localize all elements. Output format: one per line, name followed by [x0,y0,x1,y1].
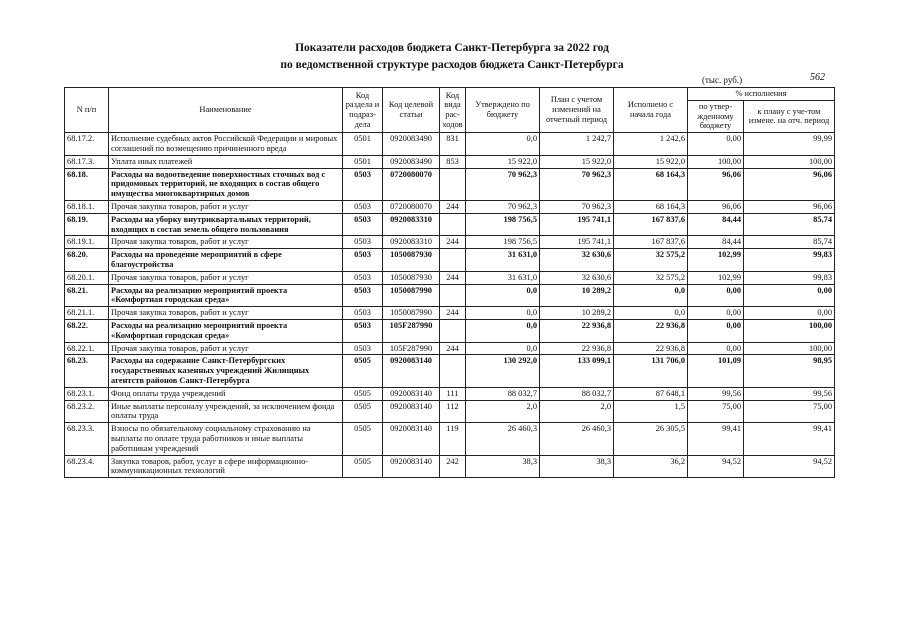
row-num: 68.17.3. [65,155,109,168]
row-num: 68.23.3. [65,423,109,455]
table-row [65,307,835,320]
row-executed: 22 936,8 [614,319,688,342]
row-target: 0920083140 [383,455,440,478]
row-razdel: 0505 [343,387,383,400]
row-approved: 198 756,5 [466,213,540,236]
row-approved: 0,0 [466,342,540,355]
row-num: 68.17.2. [65,133,109,156]
table-row [65,168,835,200]
table-row [65,355,835,387]
row-name: Иные выплаты персоналу учреждений, за исключением фонда оплаты труда [109,400,343,423]
row-executed: 0,0 [614,307,688,320]
header-num: N п/п [65,88,109,133]
document-title: Показатели расходов бюджета Санкт-Петербурга за 2022 год [295,42,609,54]
row-executed: 167 837,6 [614,213,688,236]
row-name: Расходы на уборку внутриквартальных территорий, входящих в состав земель общего пользования [109,213,343,236]
row-plan: 10 289,2 [540,284,614,307]
row-name: Прочая закупка товаров, работ и услуг [109,236,343,249]
row-vid: 242 [440,455,466,478]
row-num: 68.18. [65,168,109,200]
row-pct-plan: 0,00 [744,307,835,320]
row-num: 68.21.1. [65,307,109,320]
row-plan: 38,3 [540,455,614,478]
row-approved: 26 460,3 [466,423,540,455]
row-razdel: 0503 [343,213,383,236]
row-name: Расходы на водоотведение поверхностных сточных вод с придомовых территорий, не входящих в состав общего имущества многоквартирных домов [109,168,343,200]
row-target: 0920083140 [383,387,440,400]
row-pct-plan: 94,52 [744,455,835,478]
row-approved: 0,0 [466,307,540,320]
row-executed: 36,2 [614,455,688,478]
row-name: Закупка товаров, работ, услуг в сфере информационно-коммуникационных технологий [109,455,343,478]
row-pct-plan: 85,74 [744,236,835,249]
row-vid [440,284,466,307]
row-plan: 70 962,3 [540,168,614,200]
row-plan: 15 922,0 [540,155,614,168]
row-pct-plan: 85,74 [744,213,835,236]
row-vid [440,168,466,200]
row-executed: 68 164,3 [614,200,688,213]
row-vid: 853 [440,155,466,168]
row-plan: 1 242,7 [540,133,614,156]
row-pct-plan: 100,00 [744,342,835,355]
row-pct-plan: 0,00 [744,284,835,307]
row-approved: 0,0 [466,284,540,307]
row-name: Прочая закупка товаров, работ и услуг [109,200,343,213]
header-name: Наименование [109,88,343,133]
row-vid: 244 [440,200,466,213]
row-vid: 244 [440,307,466,320]
header-approved: Утверждено по бюджету [466,88,540,133]
header-executed: Исполнено с начала года [614,88,688,133]
row-num: 68.21. [65,284,109,307]
row-approved: 70 962,3 [466,200,540,213]
row-num: 68.22. [65,319,109,342]
row-name: Расходы на реализацию мероприятий проекта «Комфортная городская среда» [109,284,343,307]
row-target: 0720080070 [383,168,440,200]
row-name: Взносы по обязательному социальному страхованию на выплаты по оплате труда работников и иные выплаты работникам учреждений [109,423,343,455]
row-razdel: 0503 [343,342,383,355]
row-target: 0920083490 [383,133,440,156]
row-target: 0920083140 [383,423,440,455]
row-approved: 31 631,0 [466,271,540,284]
row-approved: 0,0 [466,133,540,156]
row-pct-approved: 84,44 [688,236,744,249]
row-plan: 22 936,8 [540,319,614,342]
row-name: Прочая закупка товаров, работ и услуг [109,342,343,355]
row-executed: 1,5 [614,400,688,423]
row-pct-plan: 96,06 [744,168,835,200]
row-pct-plan: 99,41 [744,423,835,455]
row-pct-approved: 0,00 [688,133,744,156]
row-approved: 130 292,0 [466,355,540,387]
row-num: 68.19. [65,213,109,236]
row-name: Прочая закупка товаров, работ и услуг [109,271,343,284]
row-vid [440,355,466,387]
row-vid: 119 [440,423,466,455]
row-num: 68.23.1. [65,387,109,400]
row-executed: 32 575,2 [614,249,688,272]
row-plan: 32 630,6 [540,249,614,272]
row-pct-approved: 84,44 [688,213,744,236]
row-target: 0720080070 [383,200,440,213]
row-approved: 88 032,7 [466,387,540,400]
row-plan: 2,0 [540,400,614,423]
row-pct-approved: 0,00 [688,284,744,307]
row-approved: 198 756,5 [466,236,540,249]
table-row [65,213,835,236]
row-target: 105F287990 [383,319,440,342]
row-approved: 38,3 [466,455,540,478]
row-plan: 22 936,8 [540,342,614,355]
row-name: Расходы на реализацию мероприятий проекта «Комфортная городская среда» [109,319,343,342]
row-executed: 0,0 [614,284,688,307]
row-target: 0920083310 [383,213,440,236]
row-vid: 111 [440,387,466,400]
row-target: 1050087930 [383,249,440,272]
row-pct-plan: 98,95 [744,355,835,387]
header-target: Код целевой статьи [383,88,440,133]
table-row [65,249,835,272]
row-plan: 70 962,3 [540,200,614,213]
table-row [65,387,835,400]
header-pct-group: % исполнения [688,88,835,101]
row-vid: 831 [440,133,466,156]
row-approved: 0,0 [466,319,540,342]
row-razdel: 0505 [343,400,383,423]
row-approved: 70 962,3 [466,168,540,200]
row-razdel: 0503 [343,307,383,320]
row-num: 68.20.1. [65,271,109,284]
row-name: Прочая закупка товаров, работ и услуг [109,307,343,320]
row-executed: 68 164,3 [614,168,688,200]
row-pct-approved: 96,06 [688,168,744,200]
row-num: 68.19.1. [65,236,109,249]
row-num: 68.18.1. [65,200,109,213]
row-target: 1050087990 [383,284,440,307]
row-executed: 26 305,5 [614,423,688,455]
row-approved: 2,0 [466,400,540,423]
row-razdel: 0503 [343,236,383,249]
row-razdel: 0505 [343,455,383,478]
row-target: 0920083140 [383,400,440,423]
table-row [65,455,835,478]
row-pct-approved: 75,00 [688,400,744,423]
row-razdel: 0503 [343,249,383,272]
row-vid: 112 [440,400,466,423]
row-num: 68.20. [65,249,109,272]
row-num: 68.23. [65,355,109,387]
row-pct-plan: 75,00 [744,400,835,423]
row-plan: 195 741,1 [540,236,614,249]
header-plan: План с учетом изменений на отчетный период [540,88,614,133]
row-razdel: 0503 [343,284,383,307]
row-razdel: 0505 [343,423,383,455]
row-target: 105F287990 [383,342,440,355]
row-executed: 131 706,0 [614,355,688,387]
row-pct-approved: 102,99 [688,249,744,272]
row-pct-plan: 96,06 [744,200,835,213]
row-executed: 15 922,0 [614,155,688,168]
row-pct-plan: 99,83 [744,271,835,284]
row-num: 68.23.4. [65,455,109,478]
row-pct-approved: 99,41 [688,423,744,455]
row-vid [440,319,466,342]
row-target: 0920083490 [383,155,440,168]
table-row [65,342,835,355]
table-row [65,236,835,249]
row-razdel: 0503 [343,200,383,213]
row-executed: 22 936,8 [614,342,688,355]
row-vid: 244 [440,236,466,249]
row-razdel: 0503 [343,168,383,200]
unit-label: (тыс. руб.) [702,75,743,85]
row-pct-approved: 0,00 [688,307,744,320]
row-plan: 195 741,1 [540,213,614,236]
row-pct-approved: 102,99 [688,271,744,284]
budget-table [64,87,835,478]
row-num: 68.23.2. [65,400,109,423]
row-razdel: 0505 [343,355,383,387]
row-razdel: 0501 [343,133,383,156]
table-row [65,155,835,168]
row-executed: 32 575,2 [614,271,688,284]
table-row [65,200,835,213]
header-vid: Код вида рас-ходов [440,88,466,133]
row-vid: 244 [440,271,466,284]
row-name: Расходы на содержание Санкт-Петербургских государственных казенных учреждений Жилищных агентств районов Санкт-Петербурга [109,355,343,387]
row-pct-plan: 99,56 [744,387,835,400]
row-razdel: 0503 [343,271,383,284]
table-row [65,284,835,307]
row-razdel: 0501 [343,155,383,168]
row-executed: 87 648,1 [614,387,688,400]
document-subtitle: по ведомственной структуре расходов бюджета Санкт-Петербурга [280,59,624,71]
row-vid: 244 [440,342,466,355]
table-row [65,423,835,455]
header-pct-approved: по утвер-жденному бюджету [688,100,744,132]
table-row [65,400,835,423]
table-body [65,133,835,478]
row-plan: 32 630,6 [540,271,614,284]
row-name: Уплата иных платежей [109,155,343,168]
row-pct-approved: 100,00 [688,155,744,168]
row-plan: 133 099,1 [540,355,614,387]
row-vid [440,249,466,272]
row-name: Исполнение судебных актов Российской Федерации и мировых соглашений по возмещению причиненного вреда [109,133,343,156]
row-plan: 26 460,3 [540,423,614,455]
row-name: Расходы на проведение мероприятий в сфере благоустройства [109,249,343,272]
row-name: Фонд оплаты труда учреждений [109,387,343,400]
header-razdel: Код раздела и подраз-дела [343,88,383,133]
row-pct-approved: 94,52 [688,455,744,478]
table-row [65,319,835,342]
row-pct-plan: 99,83 [744,249,835,272]
row-razdel: 0503 [343,319,383,342]
row-num: 68.22.1. [65,342,109,355]
table-row [65,133,835,156]
header-pct-plan: к плану с уче-том измене. на отч. период [744,100,835,132]
table-row [65,271,835,284]
row-approved: 15 922,0 [466,155,540,168]
page-number: 562 [810,72,825,83]
row-plan: 10 289,2 [540,307,614,320]
row-vid [440,213,466,236]
row-plan: 88 032,7 [540,387,614,400]
row-pct-approved: 0,00 [688,342,744,355]
row-pct-plan: 100,00 [744,155,835,168]
row-pct-approved: 101,09 [688,355,744,387]
row-pct-approved: 0,00 [688,319,744,342]
row-executed: 1 242,6 [614,133,688,156]
row-pct-plan: 99,99 [744,133,835,156]
row-pct-plan: 100,00 [744,319,835,342]
row-target: 1050087990 [383,307,440,320]
row-executed: 167 837,6 [614,236,688,249]
row-target: 0920083310 [383,236,440,249]
row-target: 1050087930 [383,271,440,284]
row-approved: 31 631,0 [466,249,540,272]
row-target: 0920083140 [383,355,440,387]
row-pct-approved: 96,06 [688,200,744,213]
row-pct-approved: 99,56 [688,387,744,400]
